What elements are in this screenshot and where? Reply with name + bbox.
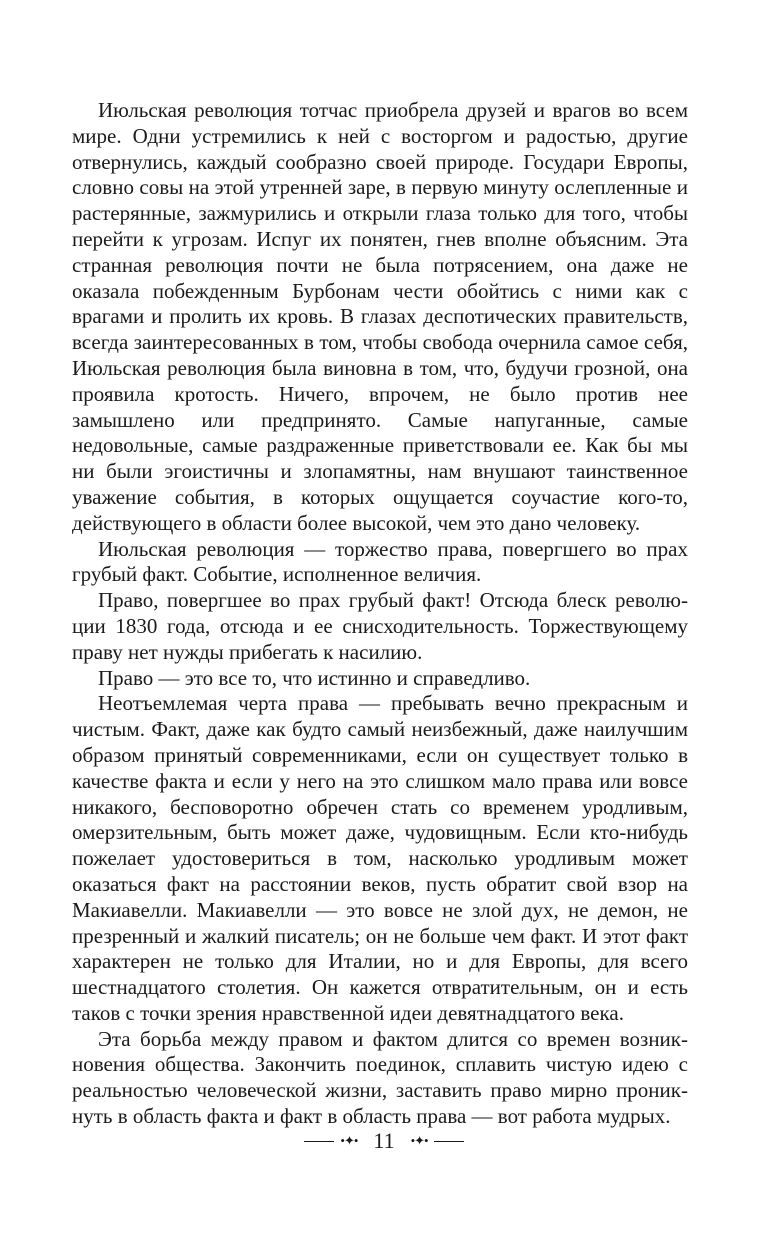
paragraph-5: Неотъемлемая черта права — пребывать вечно прекрасным и чистым. Факт, даже как будто самый неизбежный, даже наилучшим образом принятый современниками, если он существует только в качестве факта и если у него на это слишком мало права или вовсе никакого, бесповоротно обречен стать со временем уродливым, омерзительным, быть может даже, чудовищным. Если кто-нибудь пожелает удостовериться в том, насколько уродливым может оказаться факт на расстоянии веков, пусть обратит свой взор на Макиавелли. Макиавелли — это вовсе не злой дух, не демон, не презренный и жалкий писатель; он не больше чем факт. И этот факт характерен не только для Италии, но и для Европы, для всего шестнадцатого столетия. Он кажется отвратительным, он и есть таков с точки зрения нравственной идеи девятнадцатого века. [72, 691, 688, 1025]
paragraph-3: Право, повергшее во прах грубый факт! Отсюда блеск революции 1830 года, отсюда и ее снисходительность. Торжествующему праву нет нужды прибегать к насилию. [72, 588, 688, 664]
ornament-right-icon: •✦• [410, 1133, 428, 1148]
ornament-left-icon: •✦• [340, 1133, 358, 1148]
paragraph-6: Эта борьба между правом и фактом длится со времен возникновения общества. Закончить поединок, сплавить чистую идею с реальностью человеческой жизни, заставить право мирно проникнуть в область факта и факт в область права — вот работа мудрых. [72, 1026, 688, 1129]
page-number: 11 [373, 1128, 395, 1153]
footer-rule-right [434, 1141, 464, 1142]
paragraph-1: Июльская революция тотчас приобрела друзей и врагов во всем мире. Одни устремились к ней с восторгом и радостью, другие отвернулись, каждый сообразно своей природе. Государи Европы, словно совы на этой утренней заре, в первую минуту ослепленные и растерянные, зажмурились и открыли глаза только для того, чтобы перейти к угрозам. Испуг их понятен, гнев вполне объясним. Эта странная революция почти не была потрясением, она даже не оказала побежденным Бурбонам чести обойтись с ними как с врагами и пролить их кровь. В глазах деспотических правительств, всегда заинтересованных в том, чтобы свобода очернила самое себя, Июльская революция была виновна в том, что, будучи грозной, она проявила кротость. Ничего, впрочем, не было против нее замышлено или предпринято. Самые напуганные, самые недовольные, самые раздраженные приветствовали ее. Как бы мы ни были эгоистичны и злопамятны, нам внушают таинственное уважение события, в которых ощущается соучастие кого-то, действующего в области более высокой, чем это дано человеку. [72, 98, 688, 535]
page-footer [0, 1128, 768, 1154]
footer-rule-left [304, 1141, 334, 1142]
paragraph-4: Право — это все то, что истинно и справедливо. [98, 665, 531, 690]
paragraph-2: Июльская революция — торжество права, повергшего во прах грубый факт. Событие, исполненное величия. [72, 536, 688, 587]
body-text [72, 98, 688, 1130]
